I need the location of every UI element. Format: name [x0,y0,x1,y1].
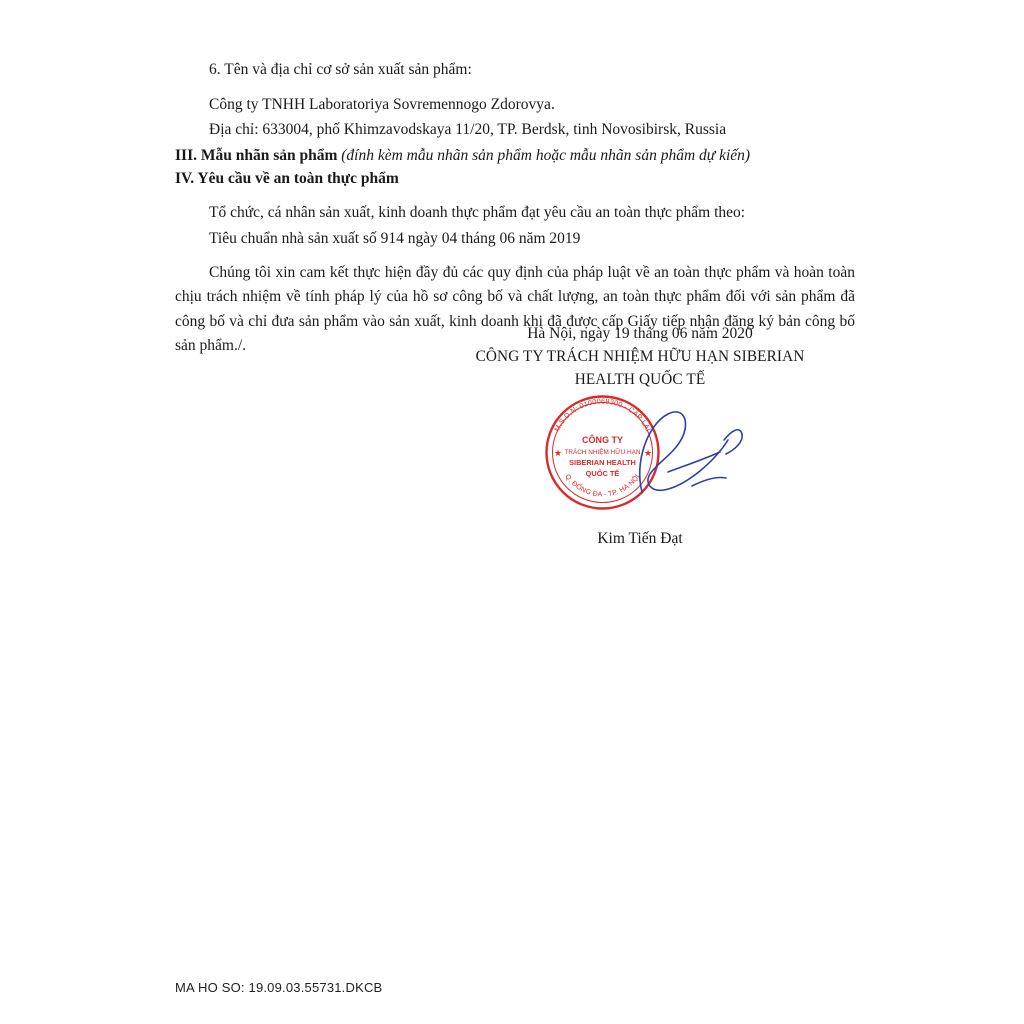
signer-name: Kim Tiến Đạt [597,530,683,547]
section-3-label: III. Mẫu nhãn sản phẩm [175,146,338,164]
document-body [175,58,855,360]
stamp-and-signature [540,390,770,525]
manufacturer-company: Công ty TNHH Laboratoriya Sovremennogo Zdorovya. [209,95,555,113]
document-footer-code: MA HO SO: 19.09.03.55731.DKCB [175,980,383,995]
stamp-line-1: CÔNG TY [581,435,624,445]
stamp-line-4: QUỐC TẾ [585,469,620,478]
stamp-arc-top-text: M.S.D.N: 0100068300 - CẤP LẠI [552,396,654,433]
section-4-line-1: Tổ chức, cá nhân sản xuất, kinh doanh thực phẩm đạt yêu cầu an toàn thực phẩm theo: [209,204,746,222]
handwritten-signature [628,400,758,505]
stamp-arc-bottom-text: Q. ĐỐNG ĐA - TP. HÀ NỘI [563,473,642,499]
section-3-heading [175,144,855,167]
section-6-title: 6. Tên và địa chỉ cơ sở sản xuất sản phẩm: [209,61,472,78]
stamp-star-right: ★ [644,448,653,458]
stamp-line-3: SIBERIAN HEALTH [569,458,636,467]
section-3-note: (đính kèm mẫu nhãn sản phẩm hoặc mẫu nhãn sản phẩm dự kiến) [341,146,751,164]
signature-block [430,322,850,391]
signature-company-line-1: CÔNG TY TRÁCH NHIỆM HỮU HẠN SIBERIAN [475,348,805,366]
commitment-paragraph: Chúng tôi xin cam kết thực hiện đầy đủ các quy định của pháp luật về an toàn thực phẩm và hoàn toàn chịu trách nhiệm về tính pháp lý của hồ sơ công bố và chất lượng, an toàn thực phẩm đối với sản phẩm đã công bố và chỉ đưa sản phẩm vào sản xuất, kinh doanh khi đã được cấp Giấy tiếp nhận đăng ký bản công bố sản phẩm./. [175,264,855,354]
signature-place-date: Hà Nội, ngày 19 tháng 06 năm 2020 [527,325,753,342]
section-4-heading: IV. Yêu cầu về an toàn thực phẩm [175,169,399,187]
stamp-star-left: ★ [554,448,563,458]
stamp-line-2: TRÁCH NHIỆM HỮU HẠN [564,449,641,456]
signature-company-line-2: HEALTH QUỐC TẾ [574,370,706,388]
section-4-line-2: Tiêu chuẩn nhà sản xuất số 914 ngày 04 tháng 06 năm 2019 [209,229,581,247]
manufacturer-address: Địa chỉ: 633004, phố Khimzavodskaya 11/20, TP. Berdsk, tinh Novosibirsk, Russia [209,121,727,139]
